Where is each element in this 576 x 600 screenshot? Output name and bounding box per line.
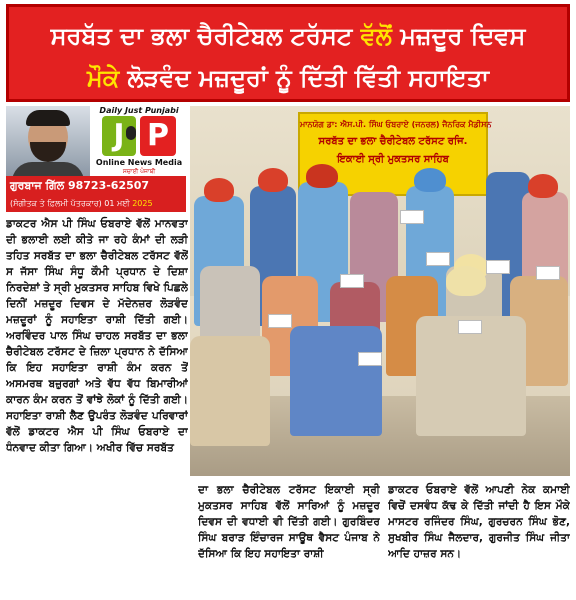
headline-line-1-start: ਸਰਬੱਤ ਦਾ ਭਲਾ ਚੈਰੀਟੇਬਲ ਟਰੱਸਟ — [50, 22, 361, 50]
reporter-subtitle — [6, 196, 186, 212]
logo-daily-text: Daily Just Punjabi — [99, 106, 179, 115]
money-card — [358, 352, 382, 366]
logo-letter-j: J — [102, 116, 136, 156]
reporter-beard — [30, 142, 66, 162]
article-column-1: ਡਾਕਟਰ ਐਸ ਪੀ ਸਿੰਘ ਓਬਰਾਏ ਵੱਲੋਂ ਮਾਨਵਤਾ ਦੀ ਭਲਾਈ ਲਈ ਕੀਤੇ ਜਾ ਰਹੇ ਕੰਮਾਂ ਦੀ ਲੜੀ ਤਹਿਤ ਸਰਬੱਤ ਦਾ ਭਲਾ ਚੈਰੀਟੇਬਲ ਟਰੱਸਟ ਵੱਲੋਂ ਸ ਜੱਸਾ ਸਿੰਘ ਸੰਧੂ ਕੌਮੀ ਪ੍ਰਧਾਨ ਦੇ ਦਿਸ਼ਾ ਨਿਰਦੇਸ਼ਾਂ ਤੇ ਸ੍ਰੀ ਮੁਕਤਸਰ ਸਾਹਿਬ ਵਿਖੇ ਪਿਛਲੇ ਦਿਨੀਂ ਮਜ਼ਦੂਰ ਦਿਵਸ ਦੇ ਮੱਦੇਨਜ਼ਰ ਲੋੜਵੰਦ ਮਜ਼ਦੂਰਾਂ ਨੂੰ ਸਹਾਇਤਾ ਰਾਸ਼ੀ ਦਿੱਤੀ ਗਈ। ਅਰਵਿੰਦਰ ਪਾਲ ਸਿੰਘ ਚਾਹਲ ਸਰਬੱਤ ਦਾ ਭਲਾ ਚੈਰੀਟੇਬਲ ਟਰੱਸਟ ਦੇ ਜ਼ਿਲਾ ਪ੍ਰਧਾਨ ਨੇ ਦੱਸਿਆ ਕਿ ਇਹ ਸਹਾਇਤਾ ਰਾਸ਼ੀ ਕੰਮ ਕਰਨ ਤੋਂ ਅਸਮਰਥ ਬਜ਼ੁਰਗਾਂ ਅਤੇ ਵੱਧ ਵੱਧ ਬਿਮਾਰੀਆਂ ਕਾਰਨ ਕੰਮ ਕਰਨ ਤੋਂ ਵਾਂਝੇ ਲੋਕਾਂ ਨੂੰ ਦਿੱਤੀ ਗਈ। ਸਹਾਇਤਾ ਰਾਸ਼ੀ ਲੈਣ ਉਪਰੰਤ ਲੋੜਵੰਦ ਪਰਿਵਾਰਾਂ ਵੱਲੋਂ ਡਾਕਟਰ ਐਸ ਪੀ ਸਿੰਘ ਓਬਰਾਏ ਦਾ ਧੰਨਵਾਦ ਕੀਤਾ ਗਿਆ। ਅਖੀਰ ਵਿੱਚ ਸਰਬੱਤ — [6, 218, 188, 454]
banner-line-3: ਇਕਾਈ ਸ੍ਰੀ ਮੁਕਤਸਰ ਸਾਹਿਬ — [337, 154, 449, 165]
person-seated-front — [290, 326, 382, 436]
banner-line-2: ਸਰਬੱਤ ਦਾ ਭਲਾ ਚੈਰੀਟੇਬਲ ਟਰੱਸਟ ਰਜਿ. — [318, 136, 468, 147]
money-card — [340, 274, 364, 288]
event-photo — [190, 106, 570, 476]
headline-accent-word: ਵੱਲੋਂ — [360, 22, 392, 50]
reporter-byline — [6, 106, 186, 212]
money-card — [426, 252, 450, 266]
money-card — [268, 314, 292, 328]
microphone-icon — [126, 126, 136, 140]
headline-line-1 — [9, 21, 567, 51]
banner-line-1: ਮਾਨਯੋਗ ਡਾ: ਐਸ.ਪੀ. ਸਿੰਘ ਓਬਰਾਏ (ਜਨਰਲ) ਜੈਨਰਿਕ ਮੈਡੀਸਨ — [300, 120, 492, 129]
reporter-name-phone: ਗੁਰਬਾਜ ਗਿੱਲ 98723-62507 — [6, 176, 186, 196]
reporter-hair — [26, 110, 70, 126]
logo-mark — [98, 116, 180, 156]
money-card — [400, 210, 424, 224]
headline-line-2-end: ਲੋੜਵੰਦ ਮਜ਼ਦੂਰਾਂ ਨੂੰ ਦਿੱਤੀ ਵਿੱਤੀ ਸਹਾਇਤਾ — [119, 64, 489, 92]
logo-online-text: Online News Media — [95, 158, 183, 167]
person-seated-front — [190, 336, 270, 446]
money-card — [536, 266, 560, 280]
headline-line-1-end: ਮਜ਼ਦੂਰ ਦਿਵਸ — [391, 22, 526, 50]
news-logo — [92, 106, 186, 176]
person-seated-front — [416, 316, 526, 436]
headline-banner — [6, 4, 570, 102]
turban — [258, 168, 288, 192]
money-card — [486, 260, 510, 274]
reporter-shirt — [12, 162, 84, 176]
article-column-2: ਦਾ ਭਲਾ ਚੈਰੀਟੇਬਲ ਟਰੱਸਟ ਇਕਾਈ ਸ੍ਰੀ ਮੁਕਤਸਰ ਸਾਹਿਬ ਵੱਲੋਂ ਸਾਰਿਆਂ ਨੂੰ ਮਜ਼ਦੂਰ ਦਿਵਸ ਦੀ ਵਧਾਈ ਵੀ ਦਿੱਤੀ ਗਈ। ਗੁਰਬਿੰਦਰ ਸਿੰਘ ਬਰਾੜ ਇੰਚਾਰਜ ਸਾਊਥ ਵੈਸਟ ਪੰਜਾਬ ਨੇ ਦੱਸਿਆ ਕਿ ਇਹ ਸਹਾਇਤਾ ਰਾਸ਼ੀ — [198, 484, 380, 560]
money-card — [458, 320, 482, 334]
logo-tagline: ਸਚਾਈ ਪੰਜਾਬੀ — [122, 168, 156, 175]
headline-line-2 — [9, 63, 567, 93]
turban — [204, 178, 234, 202]
reporter-role-date: (ਸੰਗੀਤਕ ਤੇ ਫ਼ਿਲਮੀ ਪੱਤਰਕਾਰ) 01 ਮਈ — [10, 199, 133, 208]
turban — [414, 168, 446, 192]
reporter-photo — [6, 106, 90, 176]
logo-letter-p: P — [140, 116, 176, 156]
turban — [528, 174, 558, 198]
article-column-3: ਡਾਕਟਰ ਓਬਰਾਏ ਵੱਲੋਂ ਆਪਣੀ ਨੇਕ ਕਮਾਈ ਵਿਚੋਂ ਦਸਵੰਧ ਕੱਢ ਕੇ ਦਿੱਤੀ ਜਾਂਦੀ ਹੈ ਇਸ ਮੌਕੇ ਮਾਸਟਰ ਰਜਿੰਦਰ ਸਿੰਘ, ਗੁਰਚਰਨ ਸਿੰਘ ਭੋਣ, ਸੁਖਬੀਰ ਸਿੰਘ ਜੈਲਦਾਰ, ਗੁਰਜੀਤ ਸਿੰਘ ਜੀਤਾ ਆਦਿ ਹਾਜ਼ਰ ਸਨ। — [388, 484, 570, 560]
reporter-year: 2025 — [132, 199, 153, 208]
turban — [306, 164, 338, 188]
headline-accent-word-2: ਮੌਕੇ — [87, 64, 120, 92]
turban — [446, 266, 486, 296]
